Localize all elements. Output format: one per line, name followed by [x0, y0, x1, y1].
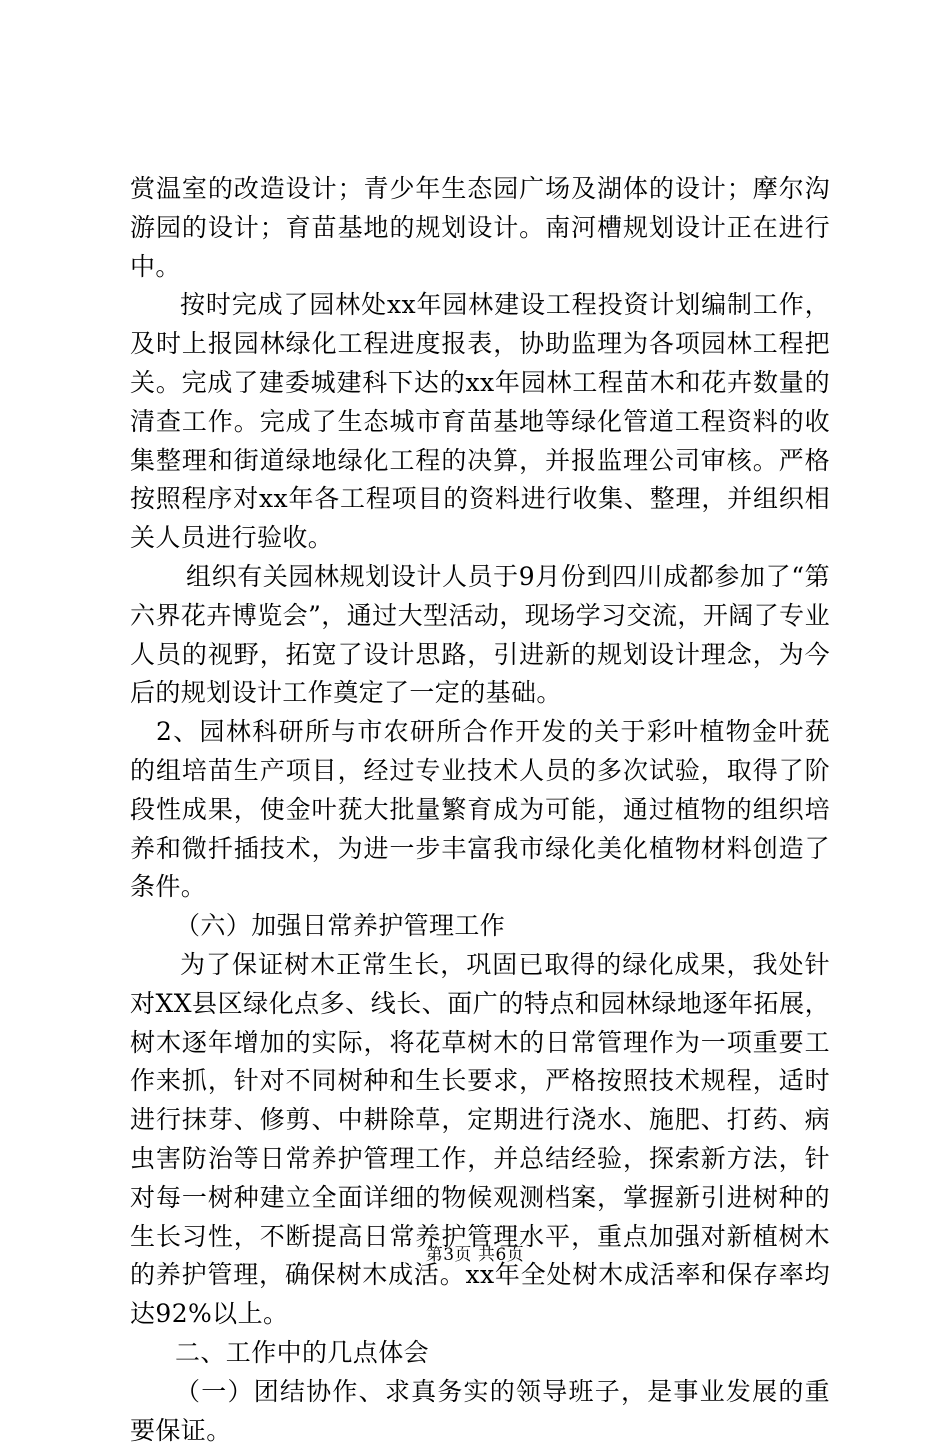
- page-number-footer: 第3页 共6页: [425, 1245, 525, 1265]
- paragraph-flower-expo: 组织有关园林规划设计人员于9月份到四川成都参加了“第六界花卉博览会”，通过大型活动，现场学习交流，开阔了专业人员的视野，拓宽了设计思路，引进新的规划设计理念，为今后的规划设计工作奠定了一定的基础。: [130, 561, 830, 708]
- paragraph-investment-plan: 按时完成了园林处xx年园林建设工程投资计划编制工作，及时上报园林绿化工程进度报表，协助监理为各项园林工程把关。完成了建委城建科下达的xx年园林工程苗木和花卉数量的清查工作。完成了生态城市育苗基地等绿化管道工程资料的收集整理和街道绿地绿化工程的决算，并报监理公司审核。严格按照程序对xx年各工程项目的资料进行收集、整理，并组织相关人员进行验收。: [130, 290, 830, 553]
- paragraph-maintenance: 为了保证树木正常生长，巩固已取得的绿化成果，我处针对XX县区绿化点多、线长、面广的特点和园林绿地逐年拓展，树木逐年增加的实际，将花草树木的日常管理作为一项重要工作来抓，针对不同树种和生长要求，严格按照技术规程，适时进行抹芽、修剪、中耕除草，定期进行浇水、施肥、打药、病虫害防治等日常养护管理工作，并总结经验，探索新方法，针对每一树种建立全面详细的物候观测档案，掌握新引进树种的生长习性，不断提高日常养护管理水平，重点加强对新植树木的养护管理，确保树木成活。xx年全处树木成活率和保存率均达92%以上。: [130, 949, 830, 1329]
- section-heading-maintenance: （六）加强日常养护管理工作: [175, 911, 506, 941]
- paragraph-research-project: 2、园林科研所与市农研所合作开发的关于彩叶植物金叶莸的组培苗生产项目，经过专业技术人员的多次试验，取得了阶段性成果，使金叶莸大批量繁育成为可能，通过植物的组织培养和微扦插技术，为进一步丰富我市绿化美化植物材料创造了条件。: [130, 717, 830, 902]
- paragraph-leadership: （一）团结协作、求真务实的领导班子，是事业发展的重要保证。: [130, 1376, 830, 1445]
- section-heading-experience: 二、工作中的几点体会: [175, 1337, 430, 1367]
- paragraph-design-projects: 赏温室的改造设计；青少年生态园广场及湖体的设计；摩尔沟游园的设计；育苗基地的规划设计。南河槽规划设计正在进行中。: [130, 174, 830, 281]
